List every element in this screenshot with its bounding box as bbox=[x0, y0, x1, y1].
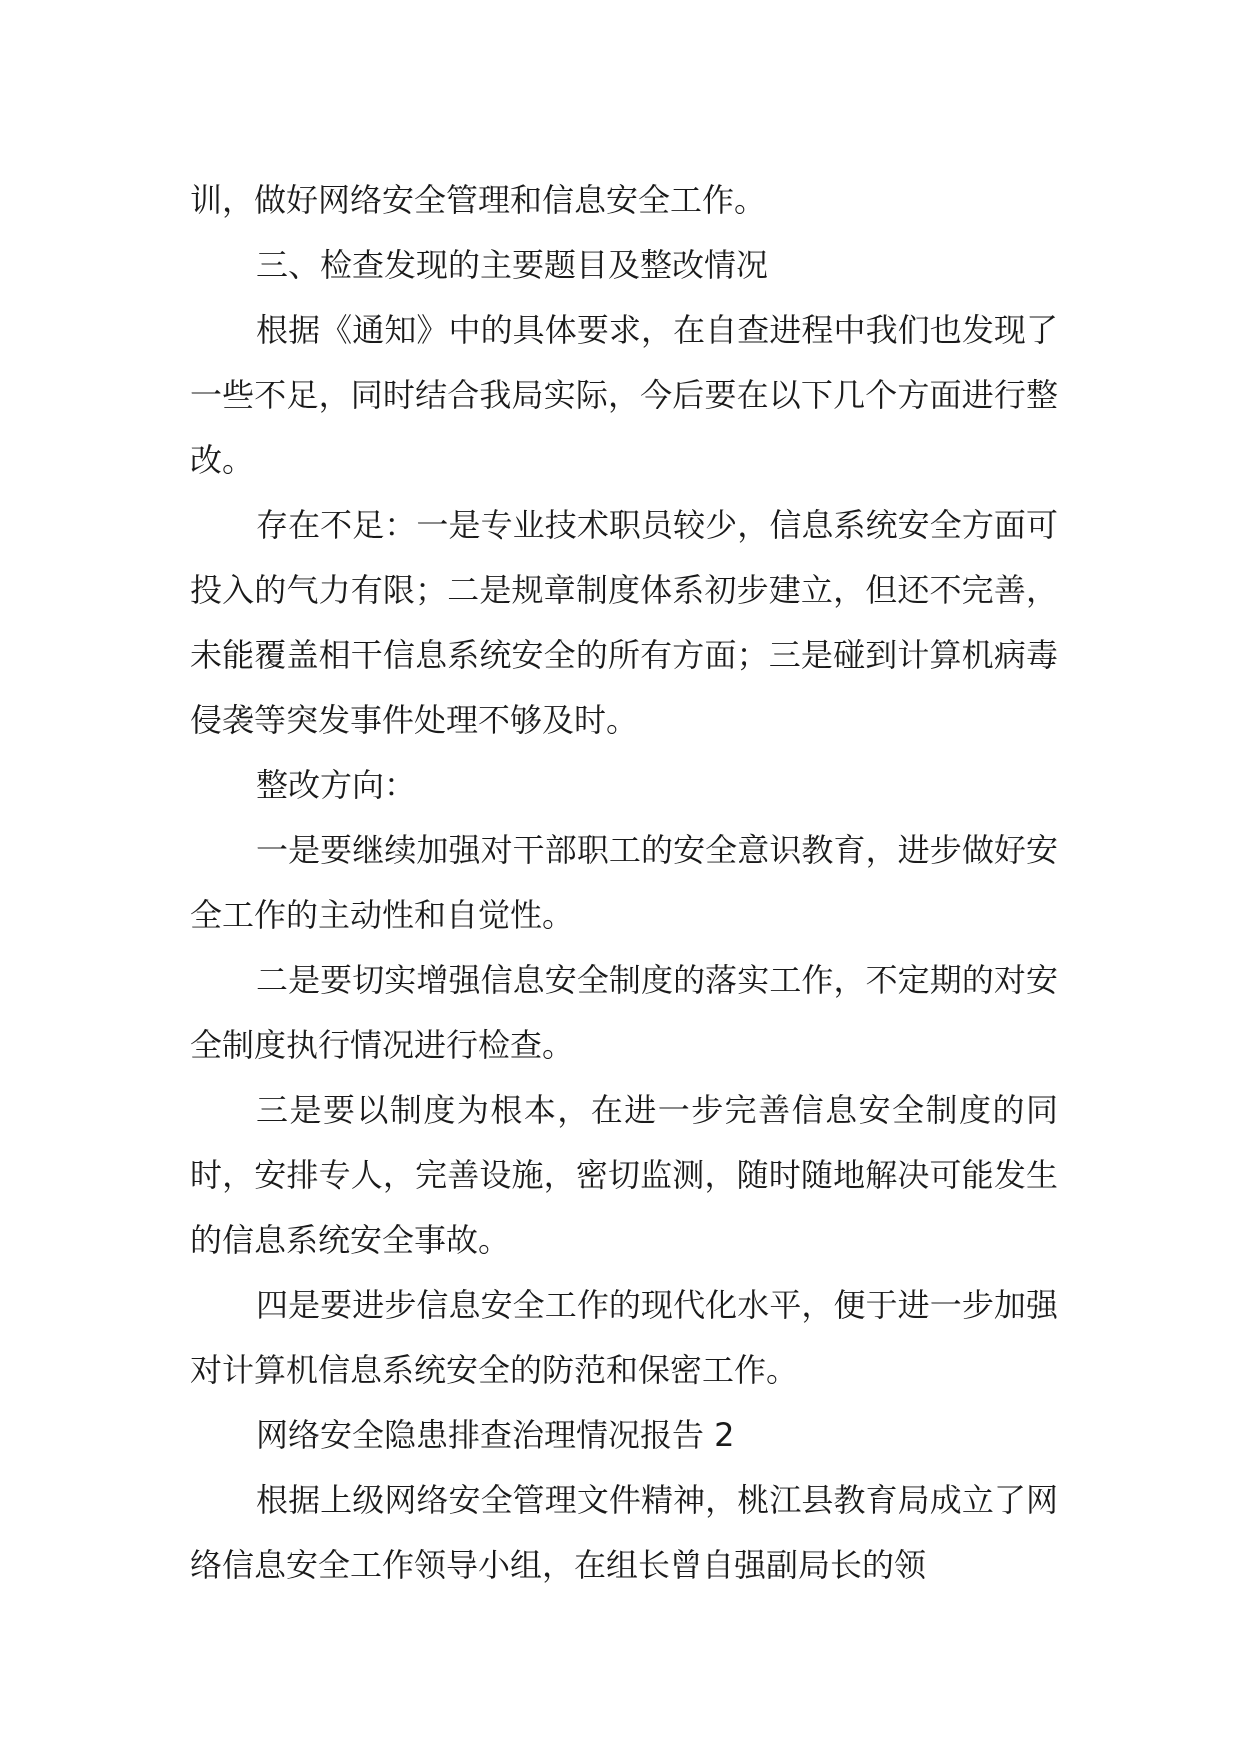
document-page bbox=[190, 168, 1058, 1598]
paragraph-rectification-direction: 整改方向： bbox=[256, 766, 417, 804]
paragraph-item-3: 三是要以制度为根本，在进一步完善信息安全制度的同时，安排专人，完善设施，密切监测，随时随地解决可能发生的信息系统安全事故。 bbox=[190, 1091, 1058, 1259]
paragraph-item-2: 二是要切实增强信息安全制度的落实工作，不定期的对安全制度执行情况进行检查。 bbox=[190, 961, 1058, 1064]
paragraph-shortcomings: 存在不足：一是专业技术职员较少，信息系统安全方面可投入的气力有限；二是规章制度体系初步建立，但还不完善，未能覆盖相干信息系统安全的所有方面；三是碰到计算机病毒侵袭等突发事件处理不够及时。 bbox=[190, 506, 1058, 739]
paragraph-1: 训，做好网络安全管理和信息安全工作。 bbox=[190, 181, 767, 219]
section-heading-3: 三、检查发现的主要题目及整改情况 bbox=[256, 246, 769, 284]
report-title-2: 网络安全隐患排查治理情况报告 2 bbox=[256, 1416, 735, 1454]
paragraph-item-1: 一是要继续加强对干部职工的安全意识教育，进步做好安全工作的主动性和自觉性。 bbox=[190, 831, 1058, 934]
paragraph-report-2-intro: 根据上级网络安全管理文件精神，桃江县教育局成立了网络信息安全工作领导小组，在组长曾自强副局长的领 bbox=[190, 1481, 1058, 1584]
paragraph-item-4: 四是要进步信息安全工作的现代化水平，便于进一步加强对计算机信息系统安全的防范和保密工作。 bbox=[190, 1286, 1058, 1389]
paragraph-2: 根据《通知》中的具体要求，在自查进程中我们也发现了一些不足，同时结合我局实际，今后要在以下几个方面进行整改。 bbox=[190, 311, 1058, 479]
